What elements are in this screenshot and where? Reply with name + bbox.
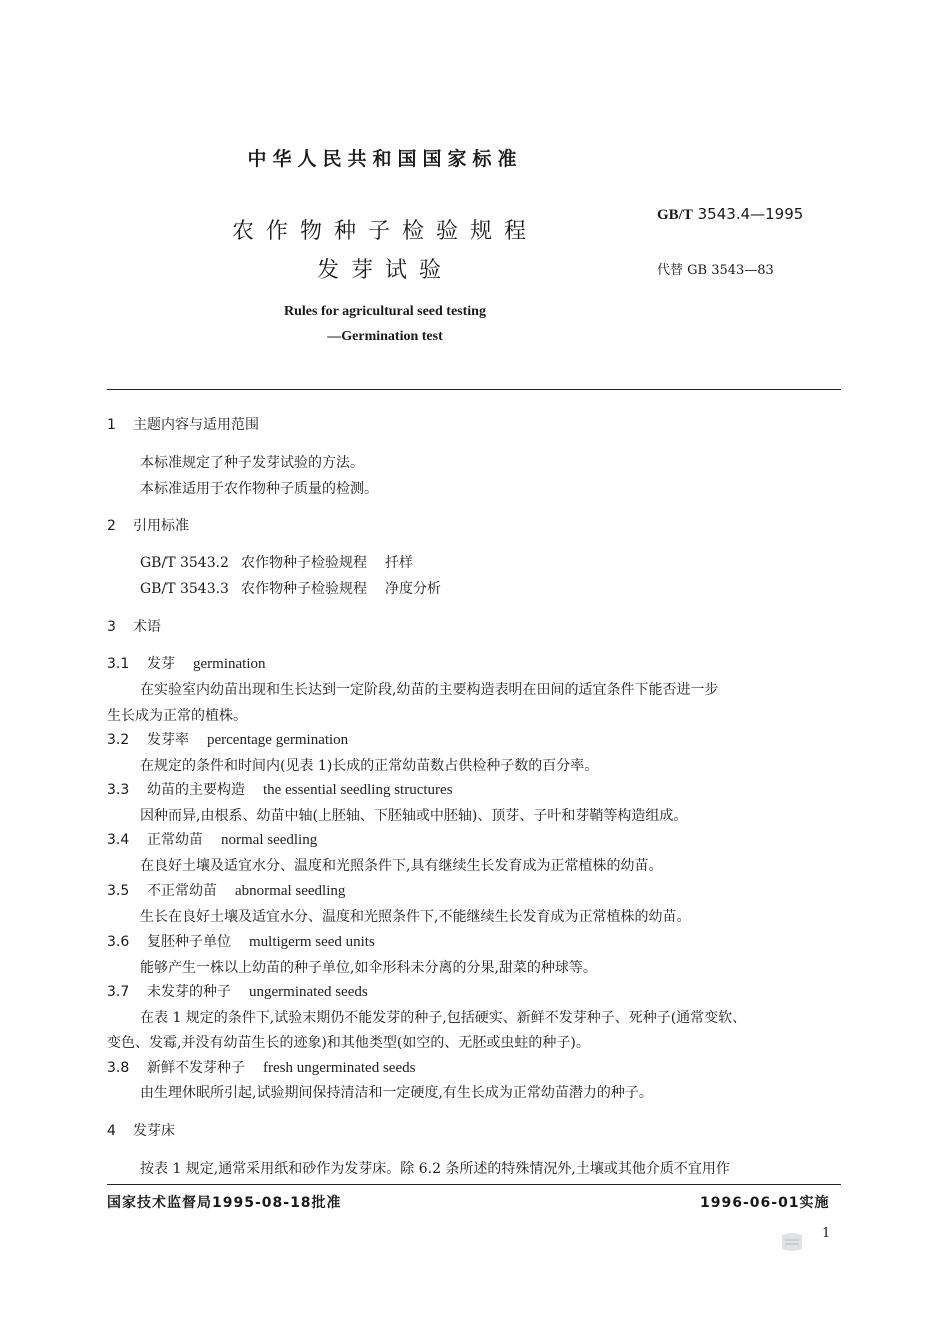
section-4-heading: 4 发芽床 (107, 1123, 175, 1139)
term-3-2-definition: 在规定的条件和时间内(见表 1)长成的正常幼苗数占供检种子数的百分率。 (140, 758, 599, 774)
term-3-7-definition-line-1: 在表 1 规定的条件下,试验末期仍不能发芽的种子,包括硬实、新鲜不发芽种子、死种子(通常变软、 (140, 1010, 747, 1026)
term-3-8: 3.8 新鲜不发芽种子 fresh ungerminated seeds (107, 1060, 416, 1076)
approval-date: 国家技术监督局1995-08-18批准 (107, 1195, 342, 1211)
english-title-line-2: —Germination test (327, 329, 443, 344)
term-3-5-definition: 生长在良好土壤及适宜水分、温度和光照条件下,不能继续生长发育成为正常植株的幼苗。 (140, 909, 691, 925)
term-3-3-definition: 因种而异,由根系、幼苗中轴(上胚轴、下胚轴或中胚轴)、顶芽、子叶和芽鞘等构造组成。 (140, 808, 688, 824)
header-divider (107, 389, 841, 390)
reference-standard-1: GB/T 3543.2 农作物种子检验规程 扦样 (140, 555, 413, 571)
term-3-6-definition: 能够产生一株以上幼苗的种子单位,如伞形科未分离的分果,甜菜的种球等。 (140, 960, 597, 976)
term-3-4-definition: 在良好土壤及适宜水分、温度和光照条件下,具有继续生长发育成为正常植株的幼苗。 (140, 858, 663, 874)
standard-number (657, 205, 803, 224)
section-1-heading: 1 主题内容与适用范围 (107, 417, 259, 433)
publisher-logo-icon (779, 1231, 805, 1253)
term-3-1-definition-line-1: 在实验室内幼苗出现和生长达到一定阶段,幼苗的主要构造表明在田间的适宜条件下能否进一步 (140, 682, 719, 698)
term-3-3: 3.3 幼苗的主要构造 the essential seedling structures (107, 782, 453, 798)
term-3-1: 3.1 发芽 germination (107, 656, 266, 672)
document-subtitle: 发芽试验 (316, 258, 453, 283)
replaces-standard: 代替 GB 3543—83 (657, 263, 774, 278)
section-4-paragraph: 按表 1 规定,通常采用纸和砂作为发芽床。除 6.2 条所述的特殊情况外,土壤或其他介质不宜用作 (140, 1161, 730, 1177)
standard-number-value: 3543.4—1995 (697, 205, 804, 223)
page-number: 1 (822, 1226, 831, 1241)
term-3-5: 3.5 不正常幼苗 abnormal seedling (107, 883, 346, 899)
term-3-7-definition-line-2: 变色、发霉,并没有幼苗生长的迹象)和其他类型(如空的、无胚或虫蛀的种子)。 (107, 1035, 590, 1051)
english-title-line-1: Rules for agricultural seed testing (284, 304, 486, 319)
section-1-paragraph-2: 本标准适用于农作物种子质量的检测。 (140, 481, 378, 497)
term-3-6: 3.6 复胚种子单位 multigerm seed units (107, 934, 375, 950)
term-3-8-definition: 由生理休眠所引起,试验期间保持清洁和一定硬度,有生长成为正常幼苗潜力的种子。 (140, 1085, 653, 1101)
national-standard-title: 中华人民共和国国家标准 (247, 148, 523, 170)
effective-date: 1996-06-01实施 (700, 1195, 830, 1211)
section-1-paragraph-1: 本标准规定了种子发芽试验的方法。 (140, 455, 364, 471)
section-3-heading: 3 术语 (107, 619, 161, 635)
document-title: 农作物种子检验规程 (231, 219, 538, 244)
term-3-2: 3.2 发芽率 percentage germination (107, 732, 349, 748)
section-2-heading: 2 引用标准 (107, 518, 189, 534)
reference-standard-2: GB/T 3543.3 农作物种子检验规程 净度分析 (140, 581, 441, 597)
standard-prefix: GB/T (657, 207, 693, 223)
footer-divider (107, 1184, 841, 1185)
term-3-1-definition-line-2: 生长成为正常的植株。 (107, 708, 247, 724)
term-3-4: 3.4 正常幼苗 normal seedling (107, 832, 318, 848)
term-3-7: 3.7 未发芽的种子 ungerminated seeds (107, 984, 368, 1000)
